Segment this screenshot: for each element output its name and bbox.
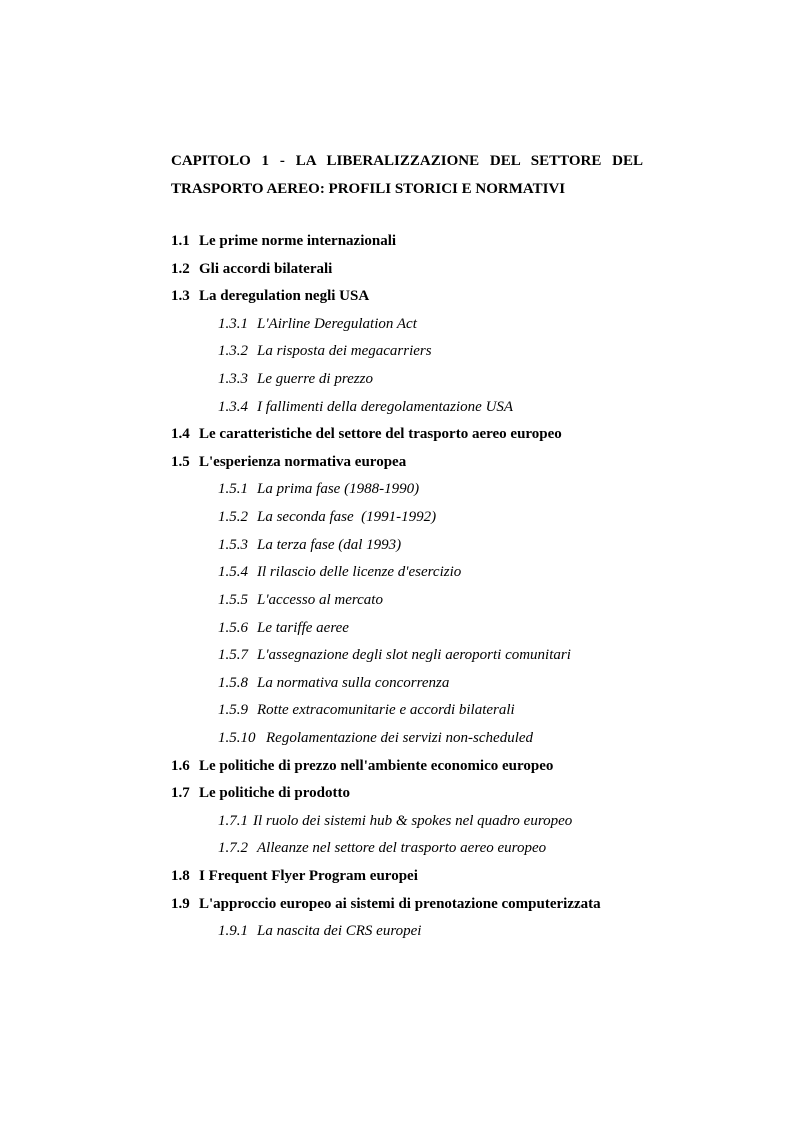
toc-number: 1.5.5 (218, 591, 248, 608)
toc-title: L'accesso al mercato (257, 591, 383, 608)
chapter-title-line-2: TRASPORTO AEREO: PROFILI STORICI E NORMATIVI (171, 181, 566, 197)
toc-subsection-1-3-1 (0, 311, 793, 339)
toc-title: L'approccio europeo ai sistemi di prenotazione computerizzata (199, 895, 601, 912)
toc-title: Alleanze nel settore del trasporto aereo europeo (257, 840, 547, 857)
toc-subsection-1-5-3 (0, 532, 793, 560)
toc-title: Le politiche di prodotto (199, 785, 350, 802)
toc-number: 1.5.4 (218, 564, 248, 581)
toc-title: La nascita dei CRS europei (257, 923, 422, 940)
toc-number: 1.5.3 (218, 536, 248, 553)
toc-number: 1.5 (171, 453, 190, 470)
toc-number: 1.5.1 (218, 481, 248, 498)
toc-number: 1.5.8 (218, 674, 248, 691)
toc-title: La normativa sulla concorrenza (257, 674, 450, 691)
toc-subsection-1-9-1 (0, 918, 793, 946)
toc-subsection-1-5-1 (0, 476, 793, 504)
toc-title: Il rilascio delle licenze d'esercizio (257, 564, 462, 581)
toc-title: Le politiche di prezzo nell'ambiente economico europeo (199, 757, 554, 774)
toc-subsection-1-3-3 (0, 366, 793, 394)
toc-title: Gli accordi bilaterali (199, 260, 333, 277)
toc-title: Regolamentazione dei servizi non-scheduled (266, 729, 534, 746)
toc-title: L'Airline Deregulation Act (257, 315, 417, 332)
toc-number: 1.5.6 (218, 619, 248, 636)
table-of-contents (0, 228, 793, 946)
toc-number: 1.3.3 (218, 371, 248, 388)
toc-title: La prima fase (1988-1990) (257, 481, 420, 498)
toc-section-1-7 (0, 780, 793, 808)
chapter-title (171, 147, 643, 203)
toc-title: I Frequent Flyer Program europei (199, 868, 418, 885)
toc-title: Le tariffe aeree (257, 619, 349, 636)
toc-subsection-1-5-9 (0, 697, 793, 725)
toc-title: L'assegnazione degli slot negli aeroporti comunitari (257, 647, 571, 664)
toc-number: 1.2 (171, 260, 190, 277)
toc-title: Le guerre di prezzo (257, 371, 373, 388)
toc-title: Le prime norme internazionali (199, 233, 397, 249)
toc-title: L'esperienza normativa europea (199, 453, 407, 470)
toc-title: Rotte extracomunitarie e accordi bilaterali (257, 702, 515, 719)
toc-subsection-1-5-5 (0, 587, 793, 615)
toc-number: 1.7 (171, 785, 190, 802)
toc-number: 1.7.1 (218, 812, 248, 829)
toc-subsection-1-7-2 (0, 835, 793, 863)
toc-title: I fallimenti della deregolamentazione USA (257, 398, 514, 415)
toc-subsection-1-3-4 (0, 394, 793, 422)
toc-subsection-1-5-4 (0, 559, 793, 587)
toc-number: 1.8 (171, 868, 190, 885)
toc-number: 1.3.4 (218, 398, 248, 415)
toc-title: La seconda fase (1991-1992) (257, 509, 437, 526)
chapter-title-line-1: CAPITOLO 1 - LA LIBERALIZZAZIONE DEL SETTORE DEL (171, 153, 643, 169)
toc-number: 1.5.2 (218, 509, 248, 526)
toc-subsection-1-5-8 (0, 670, 793, 698)
toc-number: 1.1 (171, 233, 190, 249)
toc-section-1-1 (0, 228, 793, 256)
toc-section-1-6 (0, 753, 793, 781)
toc-subsection-1-5-6 (0, 615, 793, 643)
toc-subsection-1-5-2 (0, 504, 793, 532)
toc-section-1-3 (0, 283, 793, 311)
toc-number: 1.5.10 (218, 729, 256, 746)
toc-section-1-4 (0, 421, 793, 449)
toc-number: 1.3.2 (218, 343, 248, 360)
toc-number: 1.3.1 (218, 315, 248, 332)
toc-title: La terza fase (dal 1993) (257, 536, 402, 553)
toc-subsection-1-3-2 (0, 338, 793, 366)
toc-number: 1.7.2 (218, 840, 248, 857)
toc-number: 1.5.7 (218, 647, 248, 664)
toc-number: 1.9 (171, 895, 190, 912)
toc-section-1-8 (0, 863, 793, 891)
toc-section-1-9 (0, 891, 793, 919)
toc-section-1-2 (0, 256, 793, 284)
toc-number: 1.4 (171, 426, 190, 443)
toc-number: 1.6 (171, 757, 190, 774)
toc-title: La deregulation negli USA (199, 288, 370, 305)
toc-title: Il ruolo dei sistemi hub & spokes nel quadro europeo (253, 812, 573, 829)
toc-subsection-1-5-7 (0, 642, 793, 670)
toc-subsection-1-5-10 (0, 725, 793, 753)
toc-section-1-5 (0, 449, 793, 477)
toc-number: 1.5.9 (218, 702, 248, 719)
toc-title: La risposta dei megacarriers (257, 343, 432, 360)
toc-number: 1.9.1 (218, 923, 248, 940)
toc-number: 1.3 (171, 288, 190, 305)
toc-subsection-1-7-1 (0, 808, 793, 836)
toc-title: Le caratteristiche del settore del trasporto aereo europeo (199, 426, 562, 443)
